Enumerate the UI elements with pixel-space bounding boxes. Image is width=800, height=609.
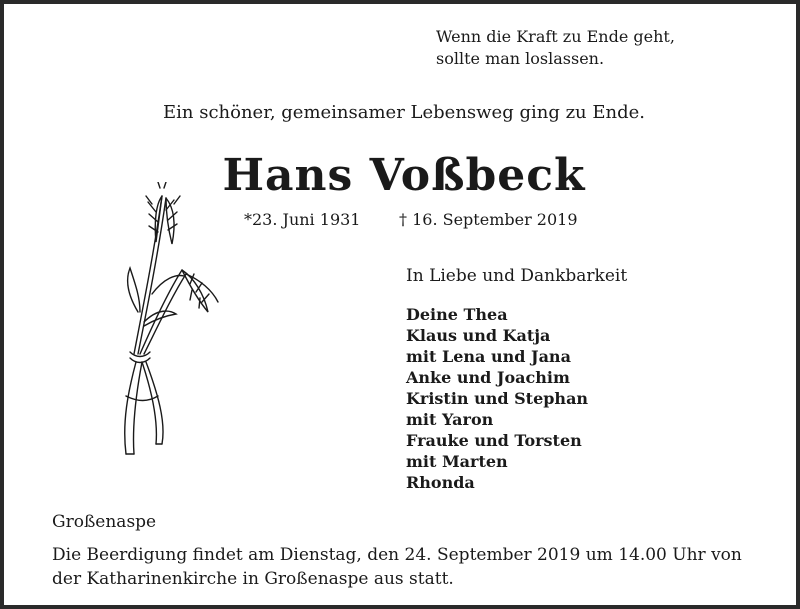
quote-line-1: Wenn die Kraft zu Ende geht, <box>436 27 675 46</box>
funeral-line-2: der Katharinenkirche in Großenaspe aus statt. <box>52 569 454 589</box>
place-name: Großenaspe <box>52 512 157 532</box>
family-member: Klaus und Katja <box>406 326 551 345</box>
birth-date: *23. Juni 1931 <box>244 210 361 229</box>
death-date: † 16. September 2019 <box>399 210 578 229</box>
family-member: Rhonda <box>406 473 475 492</box>
family-member: Kristin und Stephan <box>406 389 589 408</box>
funeral-info <box>52 543 742 591</box>
wheat-illustration <box>96 182 226 482</box>
quote-line-2: sollte man loslassen. <box>436 49 605 68</box>
family-member: Frauke und Torsten <box>406 431 582 450</box>
quote <box>436 26 675 70</box>
intro-text: Ein schöner, gemeinsamer Lebensweg ging zu Ende. <box>163 102 645 123</box>
family-member: mit Marten <box>406 452 508 471</box>
family-member: Deine Thea <box>406 305 508 324</box>
family-member: mit Yaron <box>406 410 494 429</box>
family-list <box>406 304 588 493</box>
funeral-line-1: Die Beerdigung findet am Dienstag, den 24. September 2019 um 14.00 Uhr von <box>52 545 742 565</box>
deceased-name: Hans Voßbeck <box>222 150 586 201</box>
family-member: mit Lena und Jana <box>406 347 571 366</box>
family-member: Anke und Joachim <box>406 368 570 387</box>
closing-phrase: In Liebe und Dankbarkeit <box>406 266 628 286</box>
